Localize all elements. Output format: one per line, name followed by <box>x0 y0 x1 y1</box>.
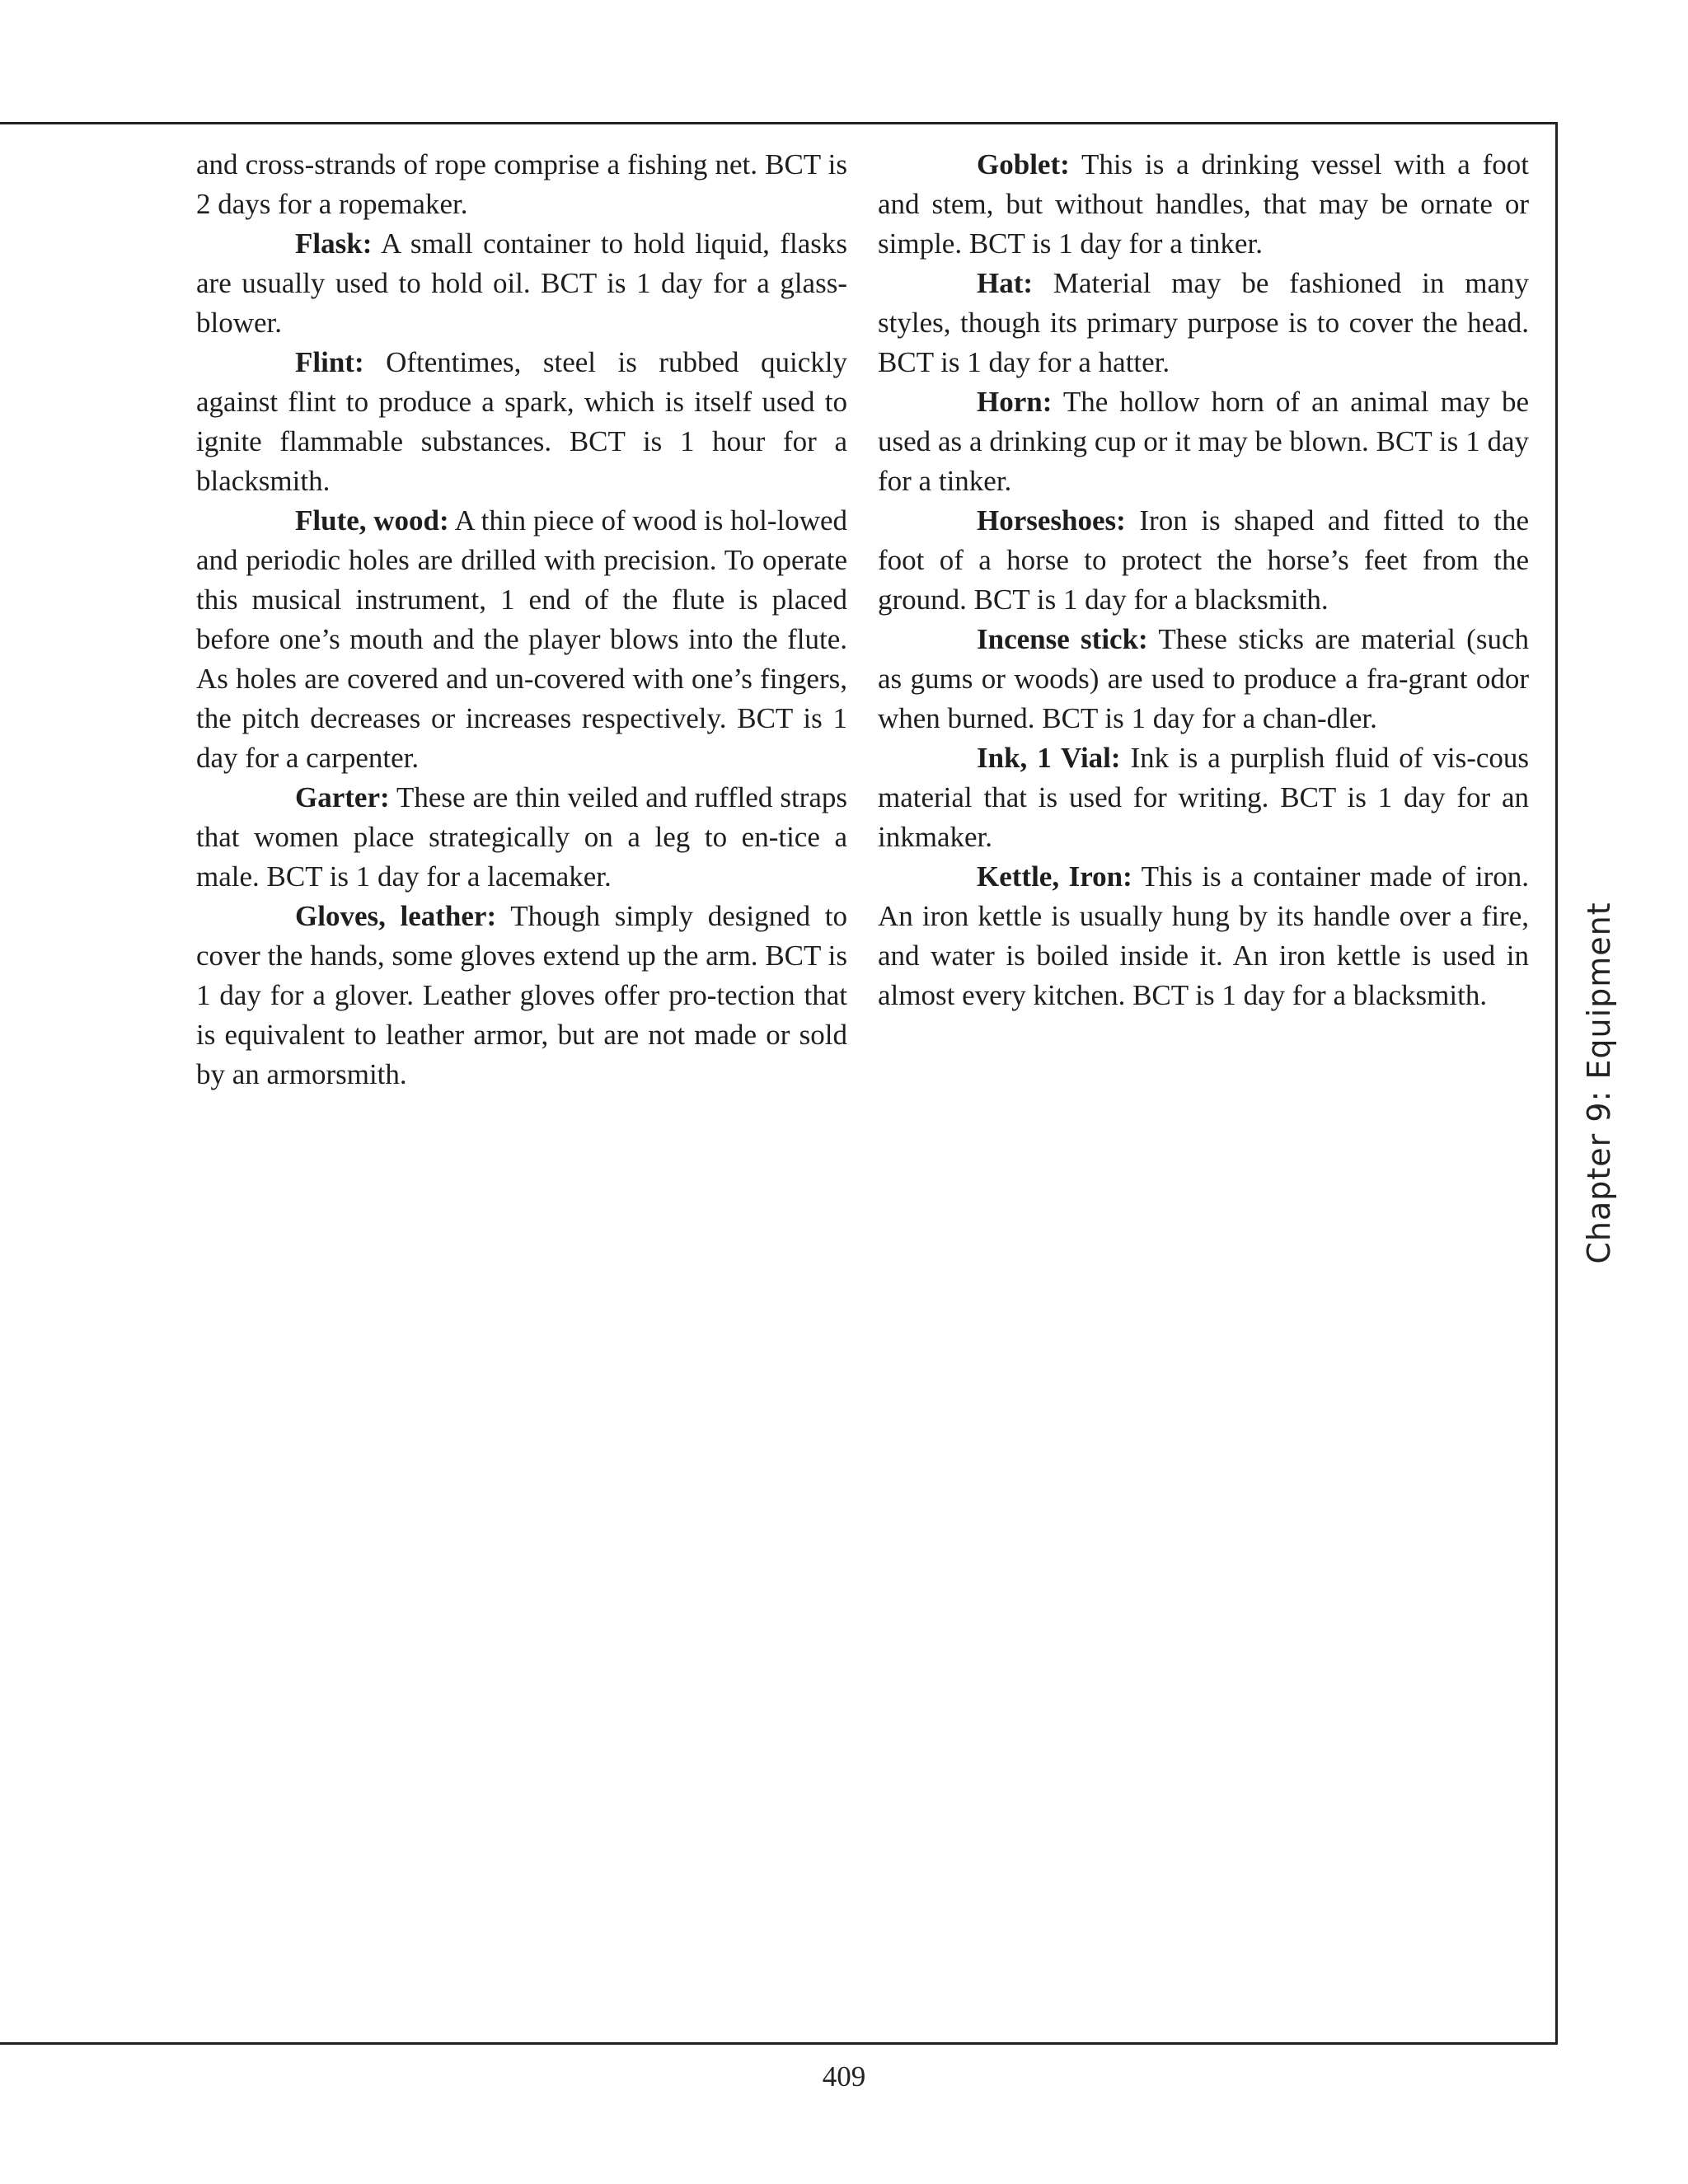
entry-text: Ink is a purplish fluid of vis-cous material that is used for writing. BCT is 1 day for an inkmaker. <box>878 742 1530 853</box>
entry-text: and cross-strands of rope comprise a fishing net. BCT is 2 days for a ropemaker. <box>196 148 847 220</box>
entry-paragraph <box>878 738 1529 857</box>
entry-paragraph <box>196 343 847 501</box>
entry-term: Horn: <box>977 386 1053 418</box>
entry-term: Garter: <box>295 781 390 813</box>
entry-text: This is a drinking vessel with a foot and stem, but without handles, that may be ornate or simple. BCT is 1 day for a tinker. <box>878 148 1529 260</box>
page-frame-top-rule <box>0 122 1558 124</box>
entry-paragraph <box>878 145 1529 264</box>
entry-term: Flint: <box>295 346 364 378</box>
entry-term: Incense stick: <box>977 623 1148 655</box>
entry-text: Though simply designed to cover the hands, some gloves extend up the arm. BCT is 1 day for a glover. Leather gloves offer pro-tection that is equivalent to leather armor, but are not made or sold by an armorsmith. <box>196 900 848 1090</box>
entry-term: Flask: <box>295 227 373 260</box>
entry-paragraph <box>878 382 1529 501</box>
entry-text: These are thin veiled and ruffled straps that women place strategically on a leg to en-tice a male. BCT is 1 day for a lacemaker. <box>196 781 847 893</box>
entry-text: This is a container made of iron. An iron kettle is usually hung by its handle over a fire, and water is boiled inside it. An iron kettle is used in almost every kitchen. BCT is 1 day for a blacksmith. <box>878 860 1529 1011</box>
chapter-title: Chapter 9: Equipment <box>1581 902 1617 1264</box>
entry-paragraph <box>196 501 847 778</box>
entry-term: Goblet: <box>977 148 1070 180</box>
right-text-column <box>878 145 1529 1015</box>
entry-text: These sticks are material (such as gums or woods) are used to produce a fra-grant odor when burned. BCT is 1 day for a chan-dler. <box>878 623 1529 734</box>
entry-term: Flute, wood: <box>295 504 449 537</box>
entry-paragraph <box>878 501 1529 620</box>
entry-text: A small container to hold liquid, flasks are usually used to hold oil. BCT is 1 day for a glass-blower. <box>196 227 847 339</box>
entry-term: Hat: <box>977 267 1034 299</box>
entry-paragraph <box>878 857 1529 1015</box>
entry-term: Kettle, Iron: <box>977 860 1132 893</box>
entry-text: Iron is shaped and fitted to the foot of a horse to protect the horse’s feet from the ground. BCT is 1 day for a blacksmith. <box>878 504 1530 616</box>
left-text-column <box>196 145 847 1094</box>
entry-term: Horseshoes: <box>977 504 1126 537</box>
entry-text: The hollow horn of an animal may be used as a drinking cup or it may be blown. BCT is 1 day for a tinker. <box>878 386 1529 497</box>
page-frame-right-rule <box>1555 122 1558 2044</box>
entry-paragraph <box>196 897 847 1094</box>
entry-paragraph <box>878 264 1529 382</box>
entry-text: Oftentimes, steel is rubbed quickly against flint to produce a spark, which is itself used to ignite flammable substances. BCT is 1 hour for a blacksmith. <box>196 346 847 497</box>
page-frame-bottom-rule <box>0 2042 1558 2045</box>
entry-term: Gloves, leather: <box>295 900 497 932</box>
entry-text: Material may be fashioned in many styles, though its primary purpose is to cover the head. BCT is 1 day for a hatter. <box>878 267 1529 378</box>
entry-paragraph <box>878 620 1529 738</box>
entry-paragraph <box>196 145 847 224</box>
entry-term: Ink, 1 Vial: <box>977 742 1121 774</box>
page-number: 409 <box>822 2060 866 2093</box>
entry-paragraph <box>196 778 847 897</box>
entry-text: A thin piece of wood is hol-lowed and periodic holes are drilled with precision. To operate this musical instrument, 1 end of the flute is placed before one’s mouth and the player blows into the flute. As holes are covered and un-covered with one’s fingers, the pitch decreases or increases respectively. BCT is 1 day for a carpenter. <box>196 504 848 774</box>
entry-paragraph <box>196 224 847 343</box>
